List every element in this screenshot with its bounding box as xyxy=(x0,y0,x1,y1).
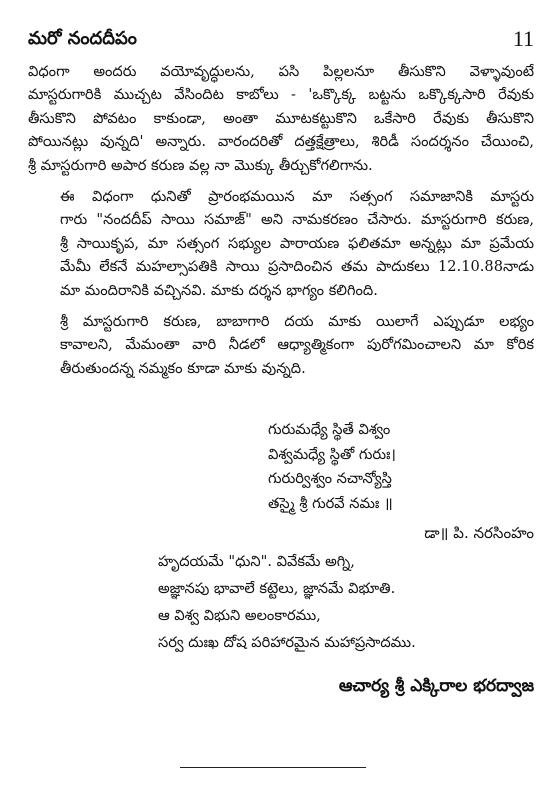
poem-line: సర్వ దుఃఖ దోష పరిహారమైన మహాప్రసాదము. xyxy=(158,634,416,651)
running-title: మరో నందదీపం xyxy=(28,28,137,49)
text-line: శ్రీ మాస్టరుగారి కరుణ, బాబాగారి దయ మాకు యిలాగే ఎప్పుడూ లభ్యం xyxy=(60,313,534,331)
poem-block xyxy=(158,548,416,656)
poem-line: అజ్ఞానపు భావాలే కట్టెలు, జ్ఞానమే విభూతి. xyxy=(158,580,396,597)
text-line: గారు "నందదీప్ సాయి సమాజ్" అని నామకరణం చేసారు. మాస్టరుగారి కరుణ, xyxy=(60,211,534,229)
page-body xyxy=(28,60,534,380)
text-line: పోయినట్లు వున్నది' అన్నారు. వారందరితో దత్తక్షేత్రాలు, శిరిడీ సందర్శనం చేయించి, xyxy=(28,133,534,151)
verse-line: తస్మై శ్రీ గురవే నమః ॥ xyxy=(268,494,393,512)
text-line: మేమీ లేకనే మహల్సాపతికి సాయి ప్రసాదించిన తమ పాదుకలు 12.10.88నాడు xyxy=(60,258,534,276)
text-line: మా మందిరానికి వచ్చినవి. మాకు దర్శన భాగ్యం కలిగింది. xyxy=(60,281,378,299)
poem-author-signature: ఆచార్య శ్రీ ఎక్కిరాల భరద్వాజ xyxy=(338,676,534,696)
verse-line: గురుమధ్యే స్థితే విశ్వం xyxy=(268,421,391,438)
verse-line: గురుర్విశ్వం నచాన్యోస్తి xyxy=(268,470,392,487)
sanskrit-verse xyxy=(268,418,396,516)
paragraph-1 xyxy=(28,60,534,177)
text-line: తీసుకొని పోవటం కాకుండా, అంతా మూటకట్టుకొని ఒకేసారి రేవుకు తీసుకొని xyxy=(28,109,534,127)
text-line: కావాలని, మేమంతా వారి నీడలో ఆధ్యాత్మికంగా పురోగమించాలని మా కోరిక xyxy=(60,336,534,354)
paragraph-2 xyxy=(28,185,534,302)
text-line: శ్రీ సాయికృప, మా సత్సంగ సభ్యుల పారాయణ ఫలితమా అన్నట్లు మా ప్రమేయ xyxy=(60,234,534,252)
text-line: ఈ విధంగా ధునితో ప్రారంభమయిన మా సత్సంగ సమాజానికి మాస్టరు xyxy=(60,188,534,206)
poem-line: ఆ విశ్వ విభుని అలంకారము, xyxy=(158,607,321,624)
page-number: 11 xyxy=(512,26,534,51)
text-line: శ్రీ మాస్టరుగారి అపార కరుణ వల్ల నా మొక్కు తీర్చుకోగలిగాను. xyxy=(28,156,373,174)
text-line: తీరుతుందన్న నమ్మకం కూడా మాకు వున్నది. xyxy=(60,359,306,377)
text-line: విధంగా అందరు వయోవృద్ధులను, పసి పిల్లలనూ తీసుకొని వెళ్ళావుంటే xyxy=(28,63,534,80)
footer-divider xyxy=(180,767,366,768)
author-signature: డా॥ పి. నరసింహం xyxy=(424,524,534,542)
text-line: మాస్టరుగారికి ముచ్చట వేసిందిట కాబోలు - 'ఒక్కొక్క బట్టను ఒక్కొక్కసారి రేవుకు xyxy=(28,86,534,104)
paragraph-3 xyxy=(28,310,534,380)
poem-line: హృదయమే "ధుని". వివేకమే అగ్ని, xyxy=(158,553,355,570)
page-header xyxy=(28,28,534,54)
verse-line: విశ్వమధ్యే స్థితో గురుః। xyxy=(268,445,396,463)
